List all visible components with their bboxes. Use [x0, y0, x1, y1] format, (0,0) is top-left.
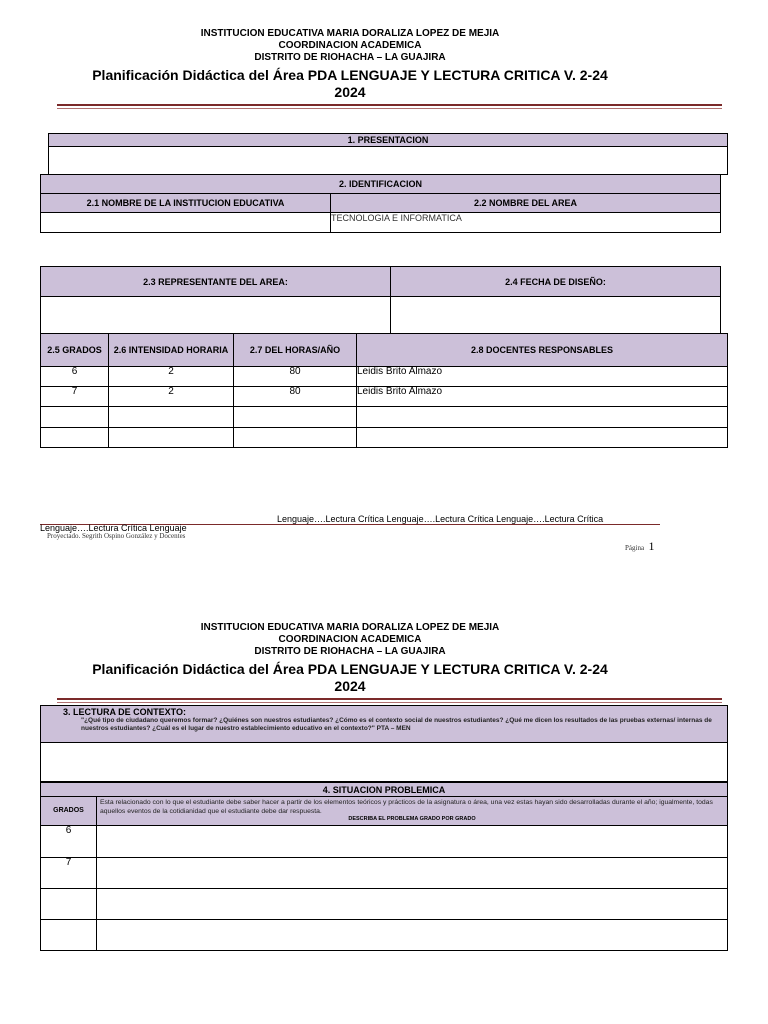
row-3-intensidad[interactable] [108, 406, 234, 428]
row-3-grado[interactable] [40, 406, 109, 428]
institution-name-2: INSTITUCION EDUCATIVA MARIA DORALIZA LOPEZ DE MEJIA [200, 622, 500, 633]
situacion-body-2[interactable] [96, 857, 728, 889]
page-title: Planificación Didáctica del Área PDA LENGUAJE Y LECTURA CRITICA V. 2-24 [92, 67, 608, 83]
footer-line-1: Lenguaje….Lectura Crítica Lenguaje….Lectura Crítica Lenguaje….Lectura Crítica [277, 514, 604, 524]
row-4-intensidad[interactable] [108, 427, 234, 448]
contexto-title: 3. LECTURA DE CONTEXTO: [63, 707, 187, 717]
row-2-docente[interactable]: Leidis Brito Almazo [356, 386, 728, 407]
row-4-grado[interactable] [40, 427, 109, 448]
row-4-docente[interactable] [356, 427, 728, 448]
header-rule-thin [57, 108, 722, 109]
situacion-description [96, 796, 728, 826]
situacion-header: 4. SITUACION PROBLEMICA [40, 782, 728, 797]
describa-text: DESCRIBA EL PROBLEMA GRADO POR GRADO [348, 816, 476, 822]
page-number [625, 537, 655, 555]
row-2-horas[interactable]: 80 [233, 386, 357, 407]
coordination: COORDINACION ACADEMICA [278, 40, 422, 51]
contexto-body[interactable] [40, 742, 728, 782]
footer-line-2: Lenguaje….Lectura Crítica Lenguaje [40, 523, 187, 533]
situacion-body-1[interactable] [96, 825, 728, 858]
page-year-2: 2024 [334, 678, 366, 694]
situacion-grado-3[interactable] [40, 888, 97, 920]
del-horas-label: 2.7 DEL HORAS/AÑO [233, 333, 357, 367]
contexto-header [40, 705, 728, 743]
situacion-grado-2[interactable]: 7 [40, 857, 97, 889]
docentes-label: 2.8 DOCENTES RESPONSABLES [356, 333, 728, 367]
footer-proyectado: Proyectado. Segrith Ospino González y Docentes [47, 532, 186, 540]
coordination-2: COORDINACION ACADEMICA [278, 634, 422, 645]
situacion-grado-4[interactable] [40, 919, 97, 951]
row-4-horas[interactable] [233, 427, 357, 448]
pagina-label: Página [625, 544, 645, 552]
nombre-institucion-value[interactable] [40, 212, 331, 233]
identificacion-header: 2. IDENTIFICACION [40, 174, 721, 194]
header-rule-2 [57, 698, 722, 700]
row-1-docente[interactable]: Leidis Brito Almazo [356, 366, 728, 387]
nombre-area-value[interactable]: TECNOLOGIA E INFORMATICA [330, 212, 721, 233]
row-1-grado[interactable]: 6 [40, 366, 109, 387]
header-rule [57, 104, 722, 106]
row-3-horas[interactable] [233, 406, 357, 428]
row-2-grado[interactable]: 7 [40, 386, 109, 407]
intensidad-label: 2.6 INTENSIDAD HORARIA [108, 333, 234, 367]
fecha-value[interactable] [390, 296, 721, 334]
nombre-institucion-label: 2.1 NOMBRE DE LA INSTITUCION EDUCATIVA [40, 193, 331, 213]
presentacion-header: 1. PRESENTACION [48, 133, 728, 147]
situacion-grados-label: GRADOS [40, 796, 97, 826]
nombre-area-label: 2.2 NOMBRE DEL AREA [330, 193, 721, 213]
page-title-2: Planificación Didáctica del Área PDA LENGUAJE Y LECTURA CRITICA V. 2-24 [92, 661, 608, 677]
page-year: 2024 [334, 84, 366, 100]
grados-label: 2.5 GRADOS [40, 333, 109, 367]
district: DISTRITO DE RIOHACHA – LA GUAJIRA [254, 52, 446, 63]
situacion-body-4[interactable] [96, 919, 728, 951]
representante-label: 2.3 REPRESENTANTE DEL AREA: [40, 266, 391, 297]
row-2-intensidad[interactable]: 2 [108, 386, 234, 407]
row-3-docente[interactable] [356, 406, 728, 428]
representante-value[interactable] [40, 296, 391, 334]
presentacion-body[interactable] [48, 146, 728, 175]
row-1-intensidad[interactable]: 2 [108, 366, 234, 387]
situacion-grado-1[interactable]: 6 [40, 825, 97, 858]
institution-name: INSTITUCION EDUCATIVA MARIA DORALIZA LOPEZ DE MEJIA [200, 28, 500, 39]
situacion-body-3[interactable] [96, 888, 728, 920]
header-rule-thin-2 [57, 702, 722, 703]
situacion-text: Esta relacionado con lo que el estudiante debe saber hacer a partir de los elementos teóricos y prácticos de la asignatura o área, una vez estas hayan sido desarrolladas durante el año; igualmente, todas aquellos eventos de la cotidianidad que el estudiante debe dar respuesta. [100, 799, 713, 815]
district-2: DISTRITO DE RIOHACHA – LA GUAJIRA [254, 646, 446, 657]
row-1-horas[interactable]: 80 [233, 366, 357, 387]
page-number-value: 1 [648, 539, 655, 553]
contexto-text: "¿Qué tipo de ciudadano queremos formar? ¿Quiénes son nuestros estudiantes? ¿Cómo es el contexto social de nuestros estudiantes? ¿Qué me dicen los resultados de las pruebas externas/ internas de nuestros estudiantes? ¿Cuál es el lugar de nuestro establecimiento educativo en el contexto?" PTA – MEN [81, 717, 712, 732]
fecha-label: 2.4 FECHA DE DISEÑO: [390, 266, 721, 297]
